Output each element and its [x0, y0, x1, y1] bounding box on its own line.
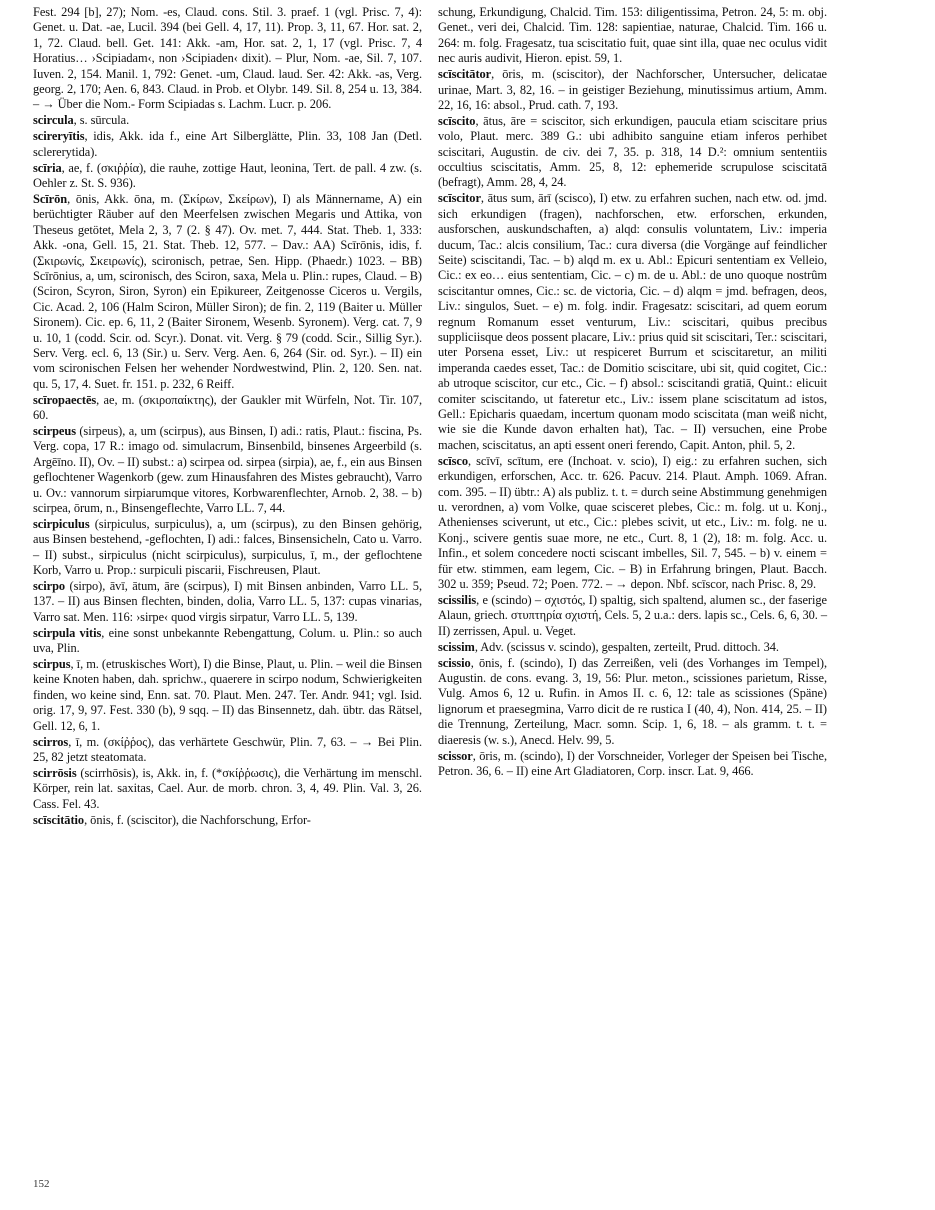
entry-headword: scīscito: [438, 113, 476, 128]
dictionary-entry: [33, 766, 422, 812]
dictionary-entry: [33, 735, 422, 766]
entry-headword: scīsco: [438, 453, 468, 468]
entry-text: , scīvī, scītum, ere (Inchoat. v. scio), I) eig.: zu erfahren suchen, sich erkundigen, erforschen, Acc. tr. 626. Pacuv. 214. Plaut. Amph. 1069. Afran. com. 395. – II) übtr.: A) als publiz. t. t. = durch seine Abstimmung genehmigen u. verordnen, a) vom Volke, quae scisceret plebes, Cic.: m. folg. ut u. Konj., Athenienses sciverunt, ut etc., Cic.: plebes scivit, ut etc., Liv.: m. folg. ne u. Konj., scivere gentis suae more, ne etc., Curt. 8, 1 (2), 18: m. folg. Acc. u. Infin., et solem concedere nocti sciscant imbelles, Sil. 7, 545. – b) v. einem = für etw. stimmen, eam legem, Cic. – B) in Erfahrung bringen, Plaut. Bacch. 302 u. 359; Pseud. 72; Poen. 772. – → depon. Nbf. scīscor, nach Prisc. 8, 29.: [438, 453, 827, 592]
entry-headword: scireryītis: [33, 129, 85, 144]
entry-text: Fest. 294 [b], 27); Nom. -es, Claud. cons. Stil. 3. praef. 1 (vgl. Prisc. 7, 4): Genet. u. Dat. -ae, Lucil. 394 (bei Gell. 4, 17, 11). Prop. 3, 11, 67. Hor. sat. 2, 1, 72. Claud. bell. Get. 141: Akk. -am, Hor. sat. 2, 1, 17 (vgl. Prisc. 7, 4 Horatius… ›Scipiadam‹, non ›Scipiaden‹ dixit). – Plur, Nom. -ae, Sil. 7, 107. Iuven. 2, 154. Manil. 1, 792: Genet. -um, Claud. laud. Ser. 42: Akk. -as, Verg. georg. 2, 170; Aen. 6, 843. Claud. in Prob. et Olybr. 149. Sil. 8, 254 u. 13, 384. – → Über die Nom.- Form Scipiadas s. Lachm. Lucr. p. 206.: [33, 5, 422, 112]
entry-text: , ātus sum, ārī (scisco), I) etw. zu erfahren suchen, nach etw. od. jmd. sich erkundigen (fragen), nachforschen, etw. erforschen, erkunden, ausforschen, auskundschaften, a) alqd: consulis voluntatem, Liv.: imperia ducum, Tac.: alcis consilium, Tac.: cura diversa (die Vorgänge auf feindlicher Seite) sciscitandi, Tac. – b) alqd m. ex u. Abl.: Epicuri sententiam ex Velleio, Cic.: ex eo… eius sententiam, Cic. – c) m. de u. Abl.: de uno quoque nostrûm sciscitantur omnes, Cic.: sc. de victoria, Cic. – d) alqm = jmd. befragen, deos, Liv.: singulos, Suet. – e) m. folg. indir. Fragesatz: sciscitari, ad quem eorum regnum Romanum esset venturum, Liv.: sciscitari, quibus precibus suppliciisque deos possent placare, Liv.: prius quid sit sciscitari, Ter.: sciscitari, uter Porsena esset, Liv.: ut respiceret Burrum et sciscitaretur, an militi imperanda caedes esset, Tac.: de Domitio sciscitare, ubi sit, quid cogitet, Cic.: ab utroque sciscitor, cur etc., Cic. – f) absol.: sciscitandi gratiā, Quint.: elicuit comiter sciscitando, ut fateretur etc., Liv.: issem plane sciscitatum ad istos, Gell.: Epicharis quaedam, incertum quonam modo sciscitata (man weiß nicht, wie sie die Kunde davon erhalten hat), Tac. – II) versuchen, eine Probe machen, sciscitatus, an apti essent oneri ferendo, Capit. Anton, phil. 5, 2.: [438, 191, 827, 452]
dictionary-entry: [33, 424, 422, 516]
entry-headword: scirrōsis: [33, 765, 77, 780]
dictionary-entry: [33, 129, 422, 160]
entry-text: , ōnis, f. (sciscitor), die Nachforschung, Erfor-: [84, 812, 311, 827]
dictionary-entry: [438, 749, 827, 780]
entry-headword: scissilis: [438, 592, 477, 607]
dictionary-entry: [438, 656, 827, 748]
entry-text: , eine sonst unbekannte Rebengattung, Colum. u. Plin.: so auch uva, Plin.: [33, 625, 422, 656]
entry-headword: scissim: [438, 639, 475, 654]
dictionary-entry: [33, 393, 422, 424]
entry-text: , ōnis, Akk. ōna, m. (Σκίρων, Σκείρων), I) als Männername, A) ein berüchtigter Räuber auf den Meerfelsen zwischen Megaris und Attika, von Theseus getötet, Mela 2, 3, 7 (2. § 47). Ov. met. 7, 444. Stat. Theb. 1, 333: Akk. -ona, Gell. 15, 21. Stat. Theb. 12, 577. – Dav.: AA) Scīrōnis, idis, f. (Σκιρωνίς, Σκειρωνίς), scironisch, petrae, Sen. Hipp. (Phaedr.) 1023. – BB) Scīrōnius, a, um, scironisch, des Sciron, saxa, Mela u. Plin.: rupes, Claud. – B) (Sciron, Scyron, Siron, Syron) ein Epikureer, Zeitgenosse Ciceros u. Vergils, Cic. Acad. 2, 106 (Halm Sciron, Müller Siron); de fin. 2, 119 (Baiter u. Müller Sironem). Cic. ep. 6, 11, 2 (Baiter Sironem, Wesenb. Syronem). Verg. cat. 7, 9 u. 10, 1 (codd. Scir. od. Scyr.). Donat. vit. Verg. § 79 (codd. Scir., Sillig Syr.). Serv. Verg. ecl. 6, 13 (Sir.) u. Serv. Verg. Aen. 6, 264 (Sir. od. Syr.). – II) ein vom scironischen Felsen her wehender Nordwestwind, Plin. 2, 120. Sen. nat. qu. 5, 17, 4. Suet. fr. 151. p. 232, 6 Reiff.: [33, 191, 422, 391]
dictionary-entry: [33, 626, 422, 657]
entry-text: , ae, m. (σκιροπαίκτης), der Gaukler mit Würfeln, Not. Tir. 107, 60.: [33, 392, 422, 423]
entry-text: (sirpeus), a, um (scirpus), aus Binsen, I) adi.: ratis, Plaut.: fiscina, Ps. Verg. copa, 17 R.: imago od. simulacrum, Binsenbild, binsenes Argeerbild (s. Argēīno. II), Ov. – II) subst.: a) scirpea od. sirpea (sirpia), ae, f., ein aus Binsen geflochtener Wagenkorb (gew. zum Hinausfahren des Mistes gebraucht), Varro u. Ov.: vannorum sirpiarumque vitores, Korbwarenflechter, Arnob. 2, 38. – b) scirpea, ōrum, n., Binsengeflechte, Varro LL. 7, 44.: [33, 423, 422, 515]
right-column: [438, 5, 827, 779]
entry-headword: scīria: [33, 160, 62, 175]
dictionary-entry: [33, 113, 422, 128]
entry-text: , ī, m. (σκίῤῥος), das verhärtete Geschwür, Plin. 7, 63. – → Bei Plin. 25, 82 jetzt steatomata.: [33, 734, 422, 764]
entry-text: , e (scindo) – σχιστός, I) spaltig, sich spaltend, alumen sc., der faserige Alaun, griech. στυπτηρία σχιστή, Cels. 5, 2 u.a.: ders. lapis sc., Cels. 6, 6, 30. – II) zerrissen, Apul. u. Veget.: [438, 592, 827, 638]
entry-headword: scīscitor: [438, 191, 481, 206]
dictionary-entry: [438, 191, 827, 453]
dictionary-entry: [33, 192, 422, 392]
dictionary-entry: [33, 579, 422, 625]
entry-headword: scissor: [438, 748, 473, 763]
dictionary-entry: [33, 813, 422, 828]
dictionary-entry: [438, 67, 827, 113]
entry-text: , Adv. (scissus v. scindo), gespalten, zerteilt, Prud. dittoch. 34.: [474, 639, 779, 654]
entry-headword: scīropaectēs: [33, 392, 97, 407]
dictionary-entry: [438, 593, 827, 639]
entry-headword: scirpo: [33, 579, 66, 594]
entry-headword: Scīrōn: [33, 191, 68, 206]
entry-headword: scīscitātio: [33, 812, 85, 827]
entry-text: , ōris, m. (scindo), I) der Vorschneider, Vorleger der Speisen bei Tische, Petron. 36, 6. – II) eine Art Gladiatoren, Corp. inscr. Lat. 9, 466.: [438, 748, 827, 778]
entry-headword: scircula: [33, 113, 74, 128]
entry-text: , ī, m. (etruskisches Wort), I) die Binse, Plaut, u. Plin. – weil die Binsen keine Knoten haben, dah. sprichw., quaerere in scirpo nodum, Schwierigkeiten finden, wo keine sind, Enn. sat. 70. Plaut. Men. 247. Ter. Andr. 941; vgl. Isid. orig. 17, 9, 97. Fest. 330 (b), 9 sqq. – II) das Binsennetz, dah. übtr. das Rätsel, Gell. 12, 6, 1.: [33, 657, 422, 733]
entry-text: , s. sūrcula.: [73, 113, 130, 128]
entry-headword: scirpiculus: [33, 516, 90, 531]
left-column: [33, 5, 422, 828]
entry-text: (scirrhōsis), is, Akk. in, f. (*σκίῤῥωσις), die Verhärtung im menschl. Körper, rein lat. saxitas, Cael. Aur. de morb. chron. 3, 4, 49. Plin. Val. 3, 26. Cass. Fel. 43.: [33, 765, 422, 811]
entry-text: , ōris, m. (sciscitor), der Nachforscher, Untersucher, delicatae urinae, Mart. 3, 82, 16. – in geistiger Beziehung, minutissimus artium, Amm. 22, 16, 16: absol., Prud. cath. 7, 193.: [438, 67, 827, 112]
dictionary-entry: [33, 161, 422, 192]
entry-headword: scirpus: [33, 657, 71, 672]
entry-text: (sirpiculus, surpiculus), a, um (scirpus), zu den Binsen gehörig, aus Binsen bestehend, -geflochten, I) adi.: falces, Binsensicheln, Cato u. Varro. – II) subst., sirpiculus (nicht scirpiculus), surpiculus, ī, m., der geflochtene Korb, Varro u. Prop.: surpiculi piscarii, Fischreusen, Plaut.: [33, 516, 422, 578]
entry-headword: scirros: [33, 734, 69, 749]
entry-text: , ātus, āre = sciscitor, sich erkundigen, paucula etiam sciscitare prius volo, Plaut. merc. 389 G.: ubi adhibito sanguine etiam inferos perhibet sciscitari, Augustin. de civ. dei 7, 35. p. 318, 14 D.²: omnium sententiis occultius sciscitatis, Amm. 25, 8, 12: ephemeride scrupulose sciscitatā (befragt), Amm. 28, 4, 24.: [438, 113, 827, 190]
dictionary-entry: [438, 5, 827, 67]
entry-headword: scirpula vitis: [33, 625, 102, 640]
entry-headword: scissio: [438, 655, 471, 670]
dictionary-entry: [33, 657, 422, 734]
entry-text: schung, Erkundigung, Chalcid. Tim. 153: diligentissima, Petron. 24, 5: m. obj. Genet., veri dei, Chalcid. Tim. 128: sapientiae, naturae, Chalcid. Tim. 166 u. 264: m. folg. Fragesatz, tua sciscitatio fuit, quae sint illa, quae nec oculus vidit nec auris audivit, Hieron. epist. 59, 1.: [438, 5, 827, 66]
entry-text: (sirpo), āvī, ātum, āre (scirpus), I) mit Binsen anbinden, Varro LL. 5, 137. – II) aus Binsen flechten, binden, dolia, Varro LL. 5, 137: cupas vinarias, Varro sat. Men. 116: ›sirpe‹ quod virgis sirpatur, Varro LL. 5, 139.: [33, 579, 422, 624]
dictionary-entry: [438, 454, 827, 593]
entry-headword: scīscitātor: [438, 67, 492, 82]
entry-headword: scirpeus: [33, 423, 76, 438]
entry-text: , ae, f. (σκιῤῥία), die rauhe, zottige Haut, leonina, Tert. de pall. 4 zw. (s. Oehler z. St. S. 936).: [33, 160, 422, 190]
entry-text: , ōnis, f. (scindo), I) das Zerreißen, veli (des Vorhanges im Tempel), Augustin. de cons. evang. 3, 19, 56: Plur. meton., scissiones parietum, Risse, Vulg. Amos 6, 12 u. Rufin. in Amos II. c. 6, 12: tale as scissiones (Späne) lignorum et praesegmina, Varro dicit de re rustica I (40, 4), Non. 414, 25. – II) die Trennung, Zerteilung, Macr. somn. Scip. 1, 6, 18. – als gramm. t. t. = diaeresis (w. s.), Anecd. Helv. 99, 5.: [438, 655, 827, 747]
dictionary-entry: [33, 517, 422, 579]
dictionary-entry: [438, 640, 827, 655]
dictionary-entry: [33, 5, 422, 113]
entry-text: , idis, Akk. ida f., eine Art Silberglätte, Plin. 33, 108 Jan (Detl. sclererytida).: [33, 129, 422, 159]
dictionary-entry: [438, 114, 827, 191]
page-number: 152: [33, 1178, 50, 1190]
